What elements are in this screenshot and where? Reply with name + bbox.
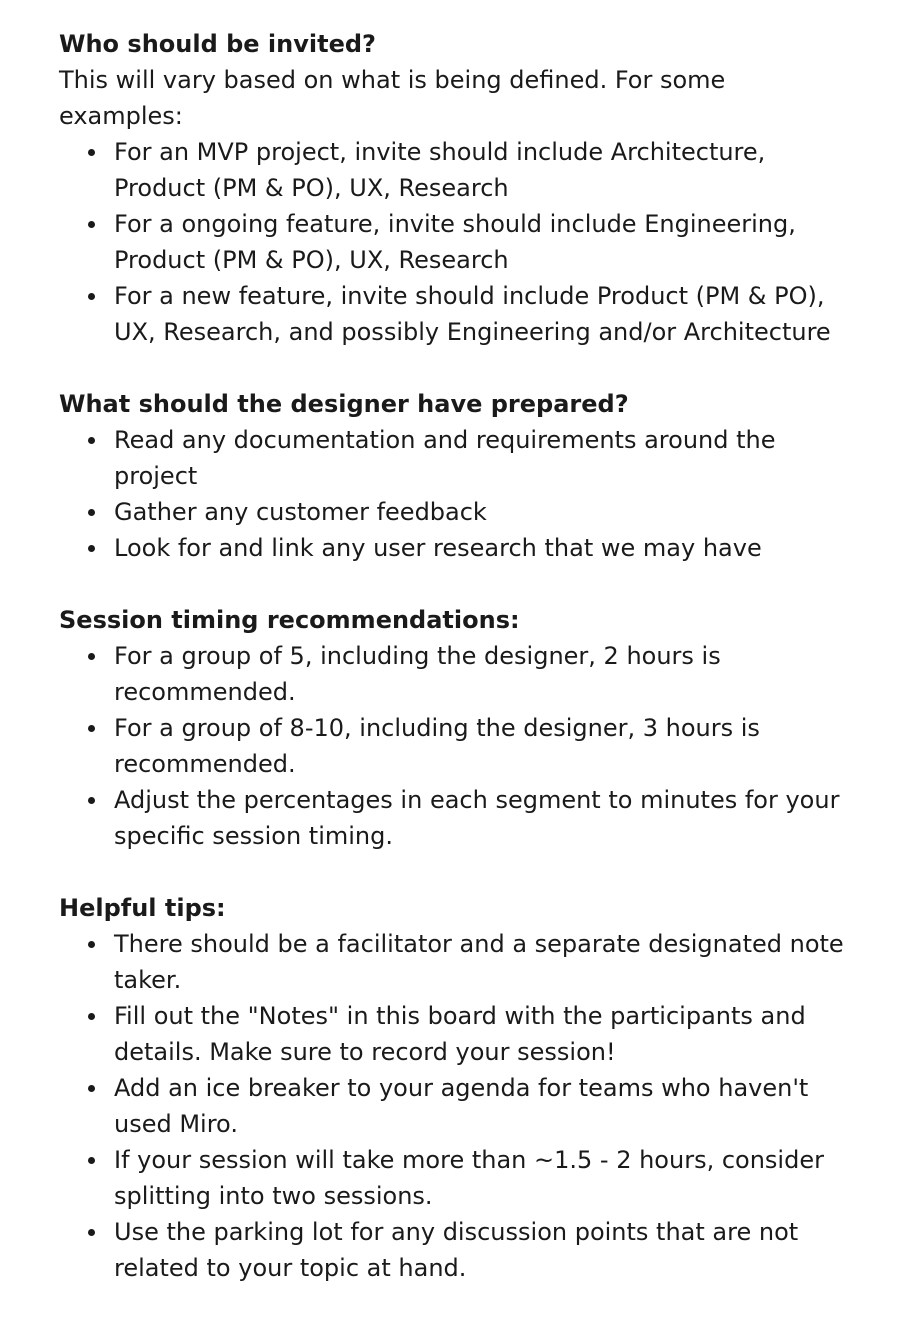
section-heading: Session timing recommendations:	[59, 606, 520, 634]
list-item-text: For a new feature, invite should include Product (PM & PO), UX, Research, and possibly Engineering and/or Architecture	[114, 282, 831, 346]
list-item-text: For a group of 8-10, including the designer, 3 hours is recommended.	[114, 714, 760, 778]
bullet-icon	[88, 509, 95, 516]
bullet-list	[59, 926, 849, 1286]
bullet-icon	[88, 437, 95, 444]
section-heading: Helpful tips:	[59, 894, 226, 922]
list-item	[59, 1142, 849, 1214]
list-item	[59, 134, 849, 206]
list-item-text: Gather any customer feedback	[114, 498, 487, 526]
list-item	[59, 530, 849, 566]
bullet-list	[59, 134, 849, 350]
list-item-text: Adjust the percentages in each segment to minutes for your specific session timing.	[114, 786, 840, 850]
section-helpful-tips	[59, 890, 849, 1286]
list-item-text: Use the parking lot for any discussion points that are not related to your topic at hand.	[114, 1218, 799, 1282]
list-item	[59, 206, 849, 278]
section-who-invited	[59, 26, 849, 350]
bullet-icon	[88, 653, 95, 660]
list-item	[59, 998, 849, 1070]
bullet-list	[59, 422, 849, 566]
list-item	[59, 926, 849, 998]
bullet-icon	[88, 941, 95, 948]
list-item	[59, 1070, 849, 1142]
section-heading: What should the designer have prepared?	[59, 390, 629, 418]
list-item-text: For an MVP project, invite should include Architecture, Product (PM & PO), UX, Research	[114, 138, 766, 202]
list-item-text: There should be a facilitator and a separate designated note taker.	[114, 930, 844, 994]
list-item	[59, 494, 849, 530]
list-item	[59, 638, 849, 710]
bullet-icon	[88, 1229, 95, 1236]
bullet-icon	[88, 149, 95, 156]
bullet-icon	[88, 1085, 95, 1092]
section-session-timing	[59, 602, 849, 854]
list-item	[59, 278, 849, 350]
bullet-icon	[88, 293, 95, 300]
list-item	[59, 710, 849, 782]
list-item-text: For a group of 5, including the designer, 2 hours is recommended.	[114, 642, 721, 706]
document-body	[59, 26, 849, 1322]
section-designer-prepared	[59, 386, 849, 566]
section-intro: This will vary based on what is being defined. For some examples:	[59, 66, 726, 130]
bullet-icon	[88, 545, 95, 552]
list-item	[59, 422, 849, 494]
list-item	[59, 782, 849, 854]
list-item-text: Add an ice breaker to your agenda for teams who haven't used Miro.	[114, 1074, 809, 1138]
bullet-icon	[88, 221, 95, 228]
list-item-text: Read any documentation and requirements around the project	[114, 426, 776, 490]
list-item-text: For a ongoing feature, invite should include Engineering, Product (PM & PO), UX, Research	[114, 210, 796, 274]
list-item-text: Look for and link any user research that we may have	[114, 534, 762, 562]
bullet-list	[59, 638, 849, 854]
bullet-icon	[88, 725, 95, 732]
list-item	[59, 1214, 849, 1286]
bullet-icon	[88, 1013, 95, 1020]
list-item-text: Fill out the "Notes" in this board with the participants and details. Make sure to record your session!	[114, 1002, 806, 1066]
bullet-icon	[88, 797, 95, 804]
bullet-icon	[88, 1157, 95, 1164]
list-item-text: If your session will take more than ~1.5 - 2 hours, consider splitting into two sessions.	[114, 1146, 824, 1210]
section-heading: Who should be invited?	[59, 30, 376, 58]
